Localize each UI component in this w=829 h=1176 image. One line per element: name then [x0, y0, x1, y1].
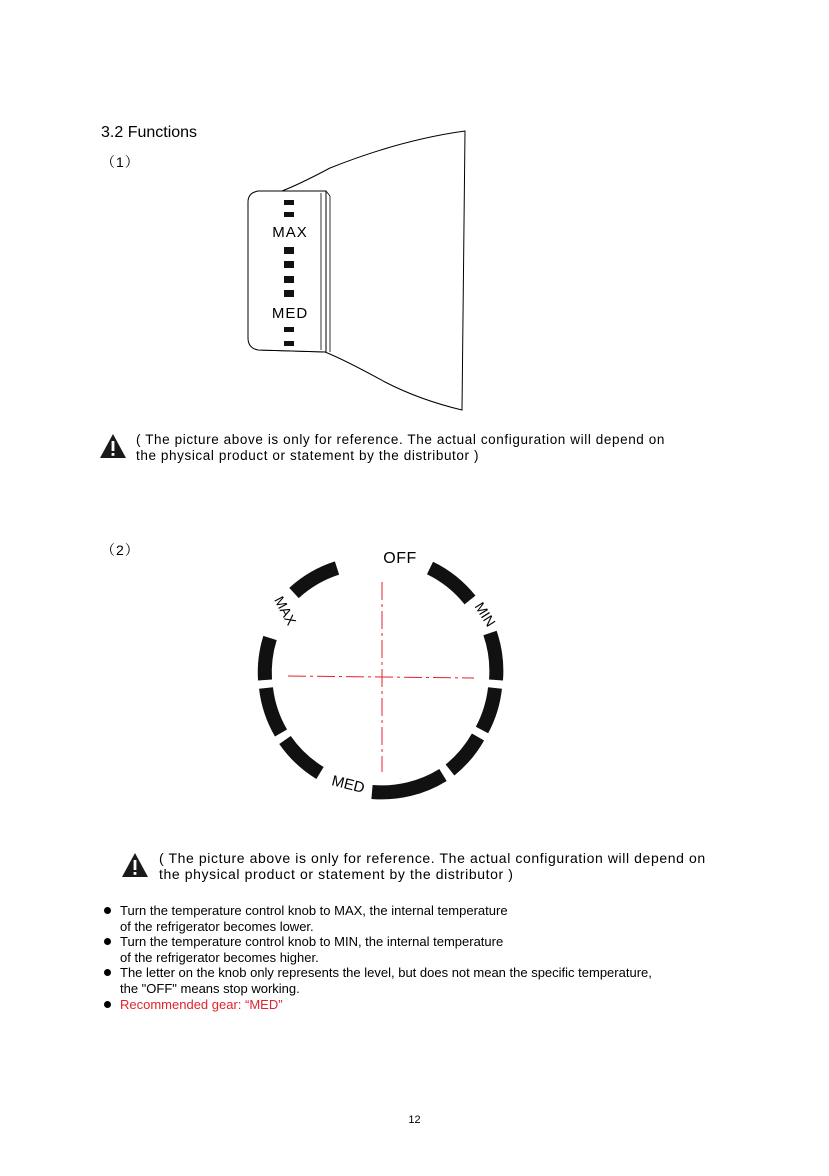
bullet-icon — [104, 907, 111, 914]
bullet-icon — [104, 1001, 111, 1008]
tick-mark — [284, 247, 294, 254]
reference-note-1 — [136, 432, 665, 464]
page-number: 12 — [408, 1114, 421, 1126]
list-item: Turn the temperature control knob to MIN, the internal temperature of the refrigerator becomes higher. — [104, 934, 652, 965]
crosshair-horizontal — [288, 676, 474, 678]
knob-arc-segment — [285, 740, 320, 773]
tick-mark — [284, 276, 294, 283]
tick-mark — [284, 200, 294, 205]
knob-label-med: MED — [329, 772, 367, 797]
knob-arc-segment — [450, 737, 478, 770]
note-line: ( The picture above is only for reference. The actual configuration will depend on — [136, 432, 665, 447]
list-item-recommended: Recommended gear: “MED” — [104, 997, 652, 1013]
note-line: ( The picture above is only for reference. The actual configuration will depend on — [159, 850, 706, 866]
note-line: the physical product or statement by the distributor ) — [159, 866, 514, 882]
knob-arc-segment — [430, 568, 470, 600]
knob-label-off: OFF — [383, 550, 417, 567]
note-line: the physical product or statement by the distributor ) — [136, 448, 480, 463]
figure-2-label: （2） — [101, 542, 140, 558]
warning-icon — [99, 433, 127, 459]
figure-1-dial-illustration — [240, 125, 475, 420]
dial-label-max: MAX — [272, 224, 308, 241]
list-item: Turn the temperature control knob to MAX, the internal temperature of the refrigerator becomes lower. — [104, 903, 652, 934]
knob-arc-segment — [266, 688, 281, 733]
knob-arc-segment — [490, 633, 496, 680]
tick-mark — [284, 327, 294, 332]
figure-1-label: （1） — [101, 154, 140, 170]
figure-2-knob-illustration — [240, 540, 530, 810]
instructions-list — [104, 903, 652, 1012]
dial-label-med: MED — [271, 305, 309, 322]
warning-icon — [121, 852, 149, 878]
tick-mark — [284, 261, 294, 268]
section-title: 3.2 Functions — [101, 124, 198, 141]
bullet-icon — [104, 969, 111, 976]
knob-arc-segment — [482, 688, 495, 730]
bullet-icon — [104, 938, 111, 945]
knob-label-max: MAX — [271, 593, 300, 628]
knob-arc-segment — [372, 775, 443, 792]
knob-arc-segment — [294, 568, 337, 593]
knob-arc-segment — [265, 638, 270, 680]
knob-label-min: MIN — [471, 599, 499, 630]
list-item: The letter on the knob only represents the level, but does not mean the specific temperature, the "OFF" means stop working. — [104, 965, 652, 996]
tick-mark — [284, 212, 294, 217]
tick-mark — [284, 290, 294, 297]
tick-mark — [284, 341, 294, 346]
reference-note-2 — [159, 850, 706, 882]
